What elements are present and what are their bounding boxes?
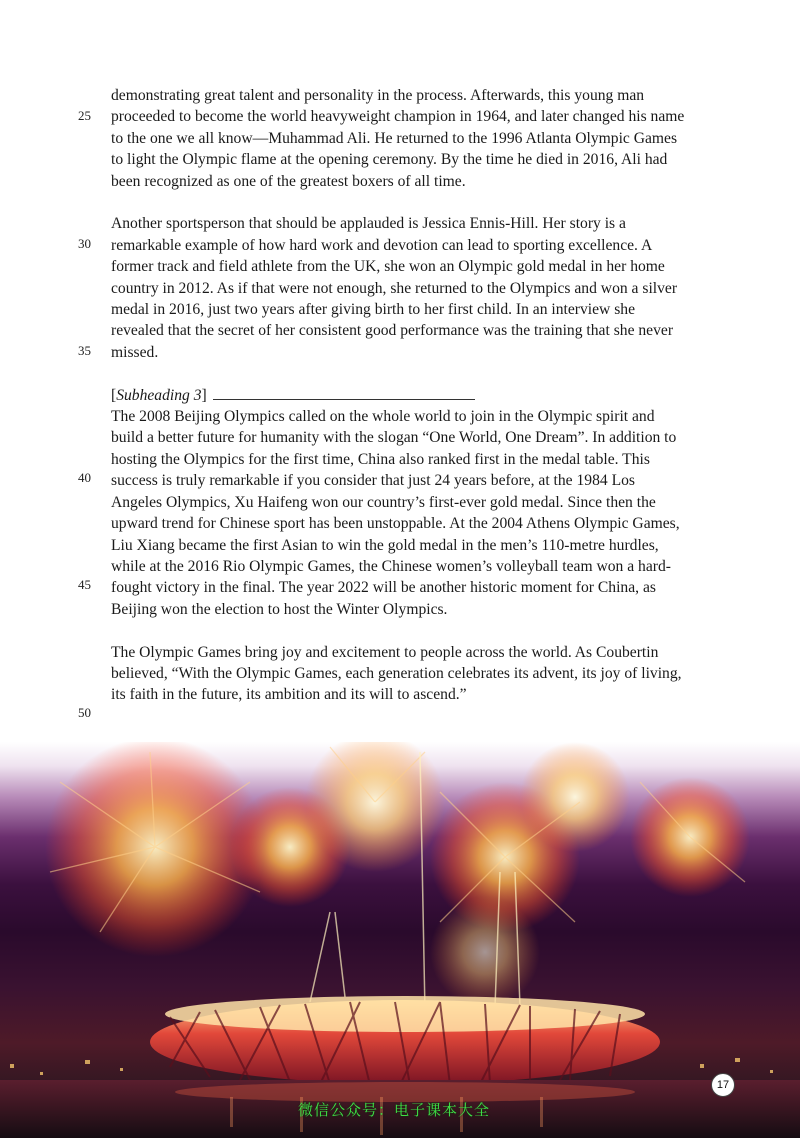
page-number: 17 (711, 1073, 735, 1097)
line-number-40: 40 (78, 470, 91, 485)
fireworks-over-stadium-icon (0, 742, 800, 1138)
fireworks-stadium-photo (0, 742, 800, 1138)
line-number-25: 25 (78, 108, 91, 123)
line-number-45: 45 (78, 577, 91, 592)
paragraph-muhammad-ali: demonstrating great talent and personality in the process. Afterwards, this young man proceeded to become the world heavyweight champion in 1964, and later changed his name to the one we all know—Muhammad Ali. He returned to the 1996 Atlanta Olympic Games to light the Olympic flame at the opening ceremony. By the time he died in 2016, Ali had been recognized as one of the greatest boxers of all time. (111, 87, 685, 190)
line-number-35: 35 (78, 343, 91, 358)
paragraph-jessica-ennis-hill: Another sportsperson that should be applauded is Jessica Ennis-Hill. Her story is a remarkable example of how hard work and devotion can lead to sporting excellence. A former track and field athlete from the UK, she won an Olympic gold medal in her home country in 2012. As if that were not enough, she returned to the Olympics and won a silver medal in 2016, just two years after giving birth to her first child. In an interview she revealed that the secret of her consistent good performance was the training that she never missed. (111, 215, 678, 361)
paragraph-beijing-olympics: The 2008 Beijing Olympics called on the whole world to join in the Olympic spirit and build a better future for humanity with the slogan “One World, One Dream”. In addition to hosting the Olympics for the first time, China also ranked first in the medal table. This success is truly remarkable if you consider that just 24 years before, at the 1984 Los Angeles Olympics, Xu Haifeng won our country’s first-ever gold medal. Since then the upward trend for Chinese sport has been unstoppable. At the 2004 Athens Olympic Games, Liu Xiang became the first Asian to win the gold medal in the men’s 110-metre hurdles, while at the 2016 Rio Olympic Games, the Chinese women’s volleyball team won a hard-fought victory in the final. The year 2022 will be another historic moment for China, as Beijing won the election to host the Winter Olympics. (111, 408, 680, 618)
subheading-3: [Subheading 3] (111, 385, 686, 406)
watermark: 微信公众号：电子课本大全 (298, 1101, 491, 1119)
paragraph-conclusion: The Olympic Games bring joy and excitement to people across the world. As Coubertin believed, “With the Olympic Games, each generation celebrates its advent, its joy of living, its faith in the future, its ambition and its will to ascend.” (111, 643, 682, 704)
line-number-50: 50 (78, 705, 91, 720)
subheading-label: Subheading 3 (116, 386, 202, 404)
article-body (111, 85, 686, 706)
subheading-blank[interactable] (213, 387, 475, 400)
line-number-30: 30 (78, 236, 91, 251)
